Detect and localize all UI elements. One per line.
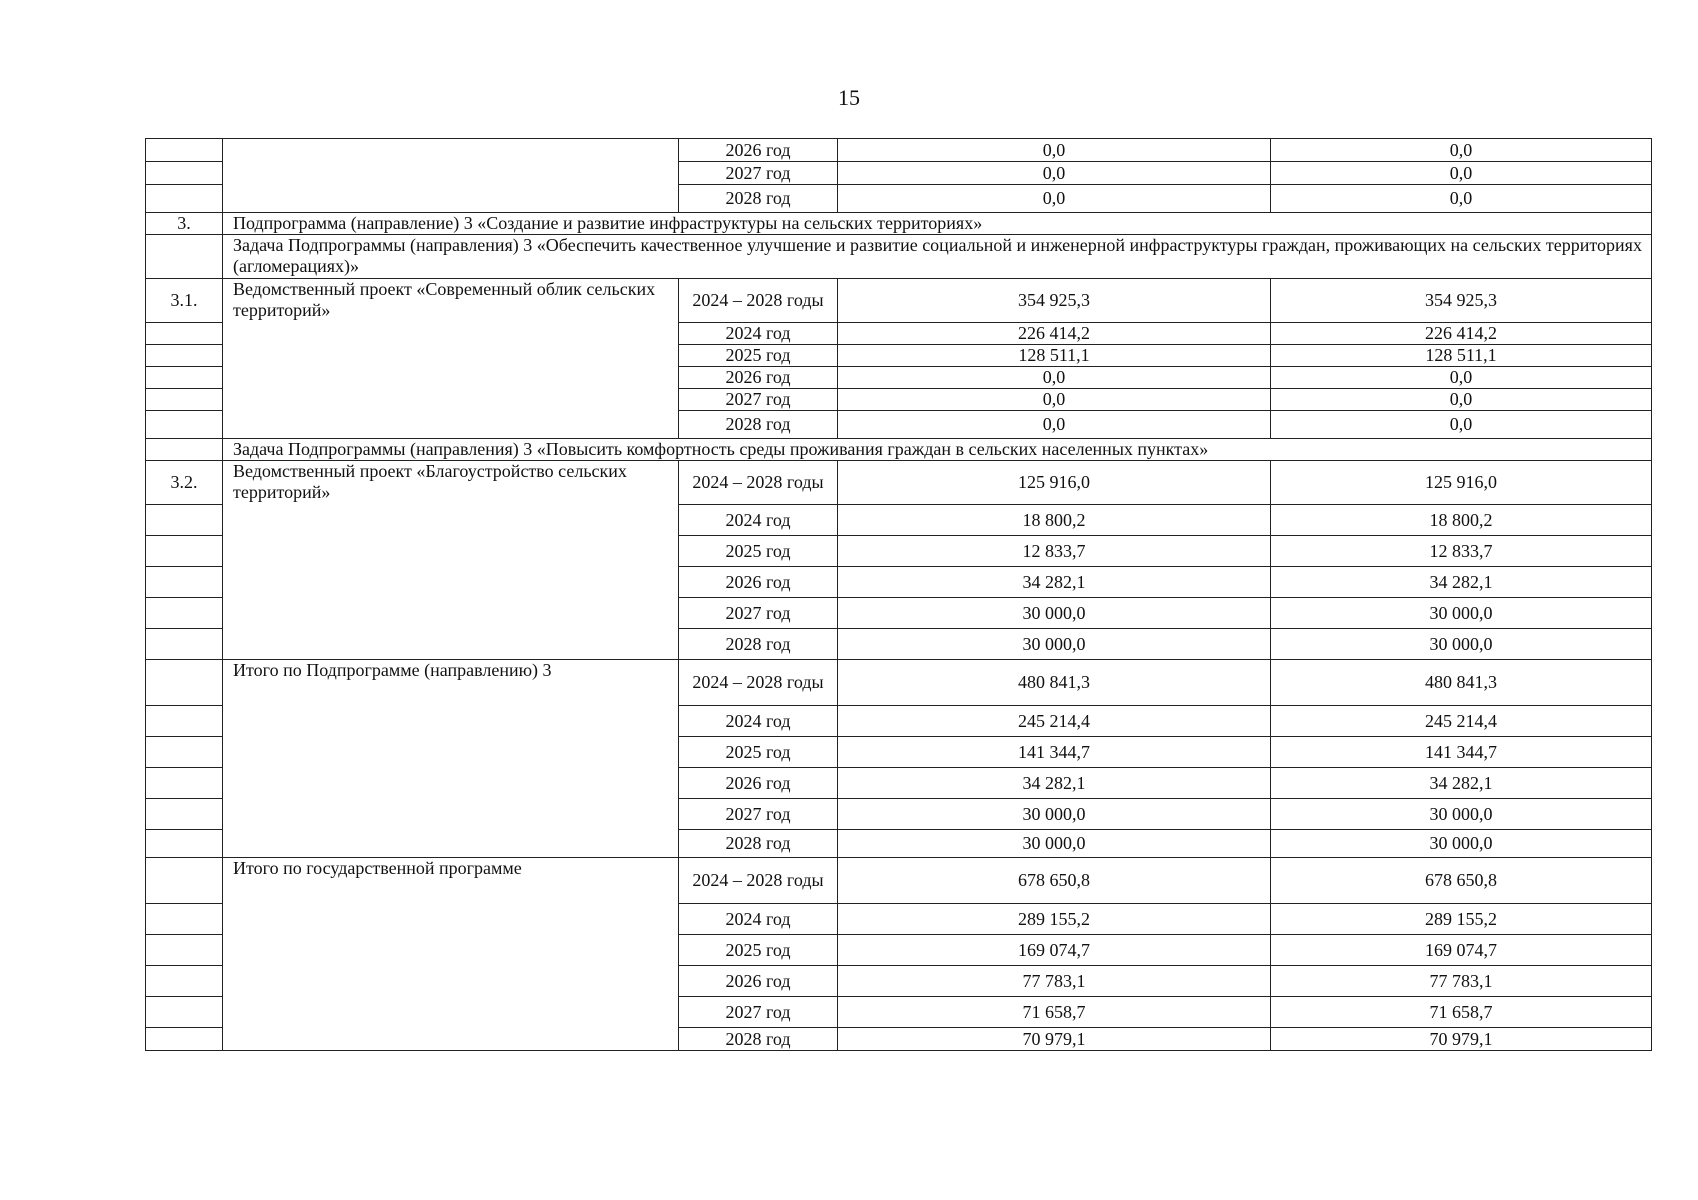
num-cell [146, 162, 223, 185]
year-cell: 2024 – 2028 годы [679, 660, 838, 706]
value-cell: 30 000,0 [838, 830, 1271, 858]
num-cell [146, 629, 223, 660]
num-cell [146, 345, 223, 367]
year-cell: 2027 год [679, 162, 838, 185]
value-cell: 30 000,0 [1271, 830, 1652, 858]
num-cell [146, 858, 223, 904]
value-cell: 169 074,7 [838, 935, 1271, 966]
num-cell [146, 139, 223, 162]
year-cell: 2025 год [679, 935, 838, 966]
year-cell: 2025 год [679, 536, 838, 567]
num-cell [146, 660, 223, 706]
year-cell: 2025 год [679, 737, 838, 768]
project-name: Ведомственный проект «Благоустройство сельских территорий» [223, 461, 679, 660]
num-cell [146, 235, 223, 279]
section-row [146, 213, 1652, 235]
value-cell: 289 155,2 [838, 904, 1271, 935]
num-cell [146, 505, 223, 536]
value-cell: 128 511,1 [1271, 345, 1652, 367]
value-cell: 678 650,8 [1271, 858, 1652, 904]
num-cell [146, 904, 223, 935]
table-row [146, 858, 1652, 904]
value-cell: 141 344,7 [838, 737, 1271, 768]
value-cell: 0,0 [1271, 367, 1652, 389]
year-cell: 2027 год [679, 389, 838, 411]
project-name: Ведомственный проект «Современный облик сельских территорий» [223, 279, 679, 439]
table-row [146, 139, 1652, 162]
value-cell: 480 841,3 [1271, 660, 1652, 706]
value-cell: 30 000,0 [1271, 629, 1652, 660]
value-cell: 0,0 [838, 411, 1271, 439]
value-cell: 169 074,7 [1271, 935, 1652, 966]
value-cell: 141 344,7 [1271, 737, 1652, 768]
value-cell: 128 511,1 [838, 345, 1271, 367]
value-cell: 71 658,7 [838, 997, 1271, 1028]
value-cell: 18 800,2 [838, 505, 1271, 536]
num-cell [146, 598, 223, 629]
num-cell [146, 567, 223, 598]
num-cell [146, 737, 223, 768]
num-cell [146, 1028, 223, 1051]
section-title: Подпрограмма (направление) 3 «Создание и развитие инфраструктуры на сельских территориях» [223, 213, 1652, 235]
task-row [146, 235, 1652, 279]
value-cell: 34 282,1 [1271, 768, 1652, 799]
value-cell: 0,0 [838, 185, 1271, 213]
year-cell: 2027 год [679, 799, 838, 830]
table-row [146, 660, 1652, 706]
num-cell [146, 411, 223, 439]
value-cell: 30 000,0 [838, 598, 1271, 629]
year-cell: 2024 – 2028 годы [679, 279, 838, 323]
value-cell: 30 000,0 [838, 799, 1271, 830]
num-cell [146, 799, 223, 830]
year-cell: 2024 год [679, 505, 838, 536]
year-cell: 2024 год [679, 323, 838, 345]
value-cell: 70 979,1 [838, 1028, 1271, 1051]
year-cell: 2024 год [679, 904, 838, 935]
value-cell: 226 414,2 [1271, 323, 1652, 345]
year-cell: 2028 год [679, 1028, 838, 1051]
value-cell: 77 783,1 [1271, 966, 1652, 997]
value-cell: 0,0 [1271, 139, 1652, 162]
year-cell: 2026 год [679, 367, 838, 389]
value-cell: 245 214,4 [1271, 706, 1652, 737]
value-cell: 125 916,0 [838, 461, 1271, 505]
value-cell: 354 925,3 [838, 279, 1271, 323]
num-cell [146, 997, 223, 1028]
value-cell: 480 841,3 [838, 660, 1271, 706]
num-cell [146, 439, 223, 461]
value-cell: 0,0 [1271, 185, 1652, 213]
year-cell: 2026 год [679, 139, 838, 162]
num-cell [146, 323, 223, 345]
page-number: 15 [838, 85, 860, 110]
year-cell: 2028 год [679, 411, 838, 439]
value-cell: 354 925,3 [1271, 279, 1652, 323]
value-cell: 125 916,0 [1271, 461, 1652, 505]
year-cell: 2024 – 2028 годы [679, 461, 838, 505]
value-cell: 12 833,7 [838, 536, 1271, 567]
total-name: Итого по государственной программе [223, 858, 679, 1051]
value-cell: 0,0 [838, 162, 1271, 185]
value-cell: 34 282,1 [838, 567, 1271, 598]
year-cell: 2024 – 2028 годы [679, 858, 838, 904]
value-cell: 30 000,0 [838, 629, 1271, 660]
table-row [146, 279, 1652, 323]
year-cell: 2026 год [679, 966, 838, 997]
value-cell: 0,0 [838, 389, 1271, 411]
value-cell: 34 282,1 [1271, 567, 1652, 598]
value-cell: 12 833,7 [1271, 536, 1652, 567]
num-cell [146, 830, 223, 858]
value-cell: 0,0 [838, 139, 1271, 162]
year-cell: 2027 год [679, 997, 838, 1028]
year-cell: 2025 год [679, 345, 838, 367]
value-cell: 0,0 [1271, 411, 1652, 439]
num-cell [146, 185, 223, 213]
value-cell: 245 214,4 [838, 706, 1271, 737]
total-name: Итого по Подпрограмме (направлению) 3 [223, 660, 679, 858]
value-cell: 30 000,0 [1271, 598, 1652, 629]
value-cell: 18 800,2 [1271, 505, 1652, 536]
year-cell: 2026 год [679, 567, 838, 598]
num-cell [146, 768, 223, 799]
table-row [146, 461, 1652, 505]
value-cell: 289 155,2 [1271, 904, 1652, 935]
name-cell [223, 139, 679, 213]
num-cell [146, 966, 223, 997]
num-cell [146, 367, 223, 389]
value-cell: 226 414,2 [838, 323, 1271, 345]
year-cell: 2028 год [679, 629, 838, 660]
num-cell [146, 389, 223, 411]
value-cell: 30 000,0 [1271, 799, 1652, 830]
num-cell [146, 536, 223, 567]
value-cell: 0,0 [838, 367, 1271, 389]
num-cell: 3.2. [146, 461, 223, 505]
value-cell: 77 783,1 [838, 966, 1271, 997]
num-cell: 3.1. [146, 279, 223, 323]
value-cell: 0,0 [1271, 162, 1652, 185]
year-cell: 2028 год [679, 830, 838, 858]
value-cell: 71 658,7 [1271, 997, 1652, 1028]
task-row [146, 439, 1652, 461]
year-cell: 2024 год [679, 706, 838, 737]
year-cell: 2027 год [679, 598, 838, 629]
num-cell [146, 706, 223, 737]
year-cell: 2026 год [679, 768, 838, 799]
value-cell: 70 979,1 [1271, 1028, 1652, 1051]
section-number: 3. [146, 213, 223, 235]
year-cell: 2028 год [679, 185, 838, 213]
num-cell [146, 935, 223, 966]
task-text: Задача Подпрограммы (направления) 3 «Обеспечить качественное улучшение и развитие социальной и инженерной инфраструктуры граждан, проживающих на сельских территориях (агломерациях)» [223, 235, 1652, 279]
value-cell: 678 650,8 [838, 858, 1271, 904]
value-cell: 34 282,1 [838, 768, 1271, 799]
budget-table [145, 138, 1652, 1051]
task-text: Задача Подпрограммы (направления) 3 «Повысить комфортность среды проживания граждан в сельских населенных пунктах» [223, 439, 1652, 461]
value-cell: 0,0 [1271, 389, 1652, 411]
